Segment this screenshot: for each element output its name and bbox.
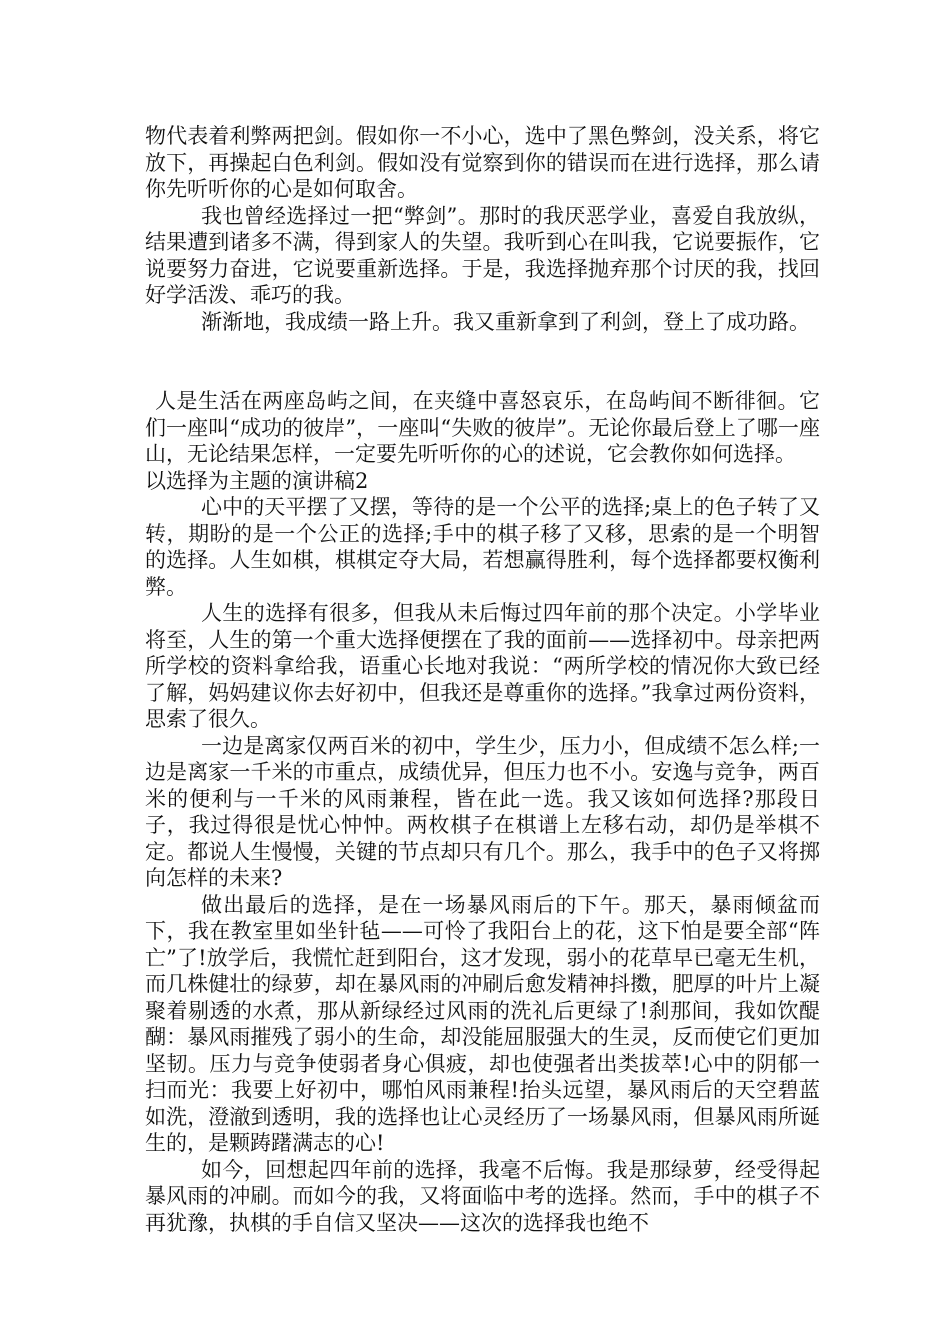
section-heading: 以选择为主题的演讲稿2 [145,468,369,493]
blank-line [145,335,820,388]
paragraph-4: 人是生活在两座岛屿之间，在夹缝中喜怒哀乐，在岛屿间不断徘徊。它们一座叫“成功的彼岸”，一座叫“失败的彼岸”。无论你最后登上了哪一座山，无论结果怎样，一定要先听听你的心的述说，它会教你如何选择。 [145,389,820,466]
paragraph-9: 如今，回想起四年前的选择，我毫不后悔。我是那绿萝，经受得起暴风雨的冲刷。而如今的我，又将面临中考的选择。然而，手中的棋子不再犹豫，执棋的手自信又坚决——这次的选择我也绝不 [145,1157,820,1235]
paragraph-7: 一边是离家仅两百米的初中，学生少，压力小，但成绩不怎么样;一边是离家一千米的市重点，成绩优异，但压力也不小。安逸与竞争，两百米的便利与一千米的风雨兼程，皆在此一选。我又该如何选择?那段日子，我过得很是忧心忡忡。两枚棋子在棋谱上左移右动，却仍是举棋不定。都说人生慢慢，关键的节点却只有几个。那么，我手中的色子又将掷向怎样的未来? [145,733,820,890]
paragraph-8: 做出最后的选择，是在一场暴风雨后的下午。那天，暴雨倾盆而下，我在教室里如坐针毡——可怜了我阳台上的花，这下怕是要全部“阵亡”了!放学后，我慌忙赶到阳台，这才发现，弱小的花草早已毫无生机，而几株健壮的绿萝，却在暴风雨的冲刷后愈发精神抖擞，肥厚的叶片上凝聚着剔透的水煮，那从新绿经过风雨的洗礼后更绿了!刹那间，我如饮醍醐：暴风雨摧残了弱小的生命，却没能屈服强大的生灵，反而使它们更加坚韧。压力与竞争使弱者身心俱疲，却也使强者出类拔萃!心中的阴郁一扫而光：我要上好初中，哪怕风雨兼程!抬头远望，暴风雨后的天空碧蓝如洗，澄澈到透明，我的选择也让心灵经历了一场暴风雨，但暴风雨所诞生的，是颗踌躇满志的心! [145,892,820,1155]
paragraph-2: 我也曾经选择过一把“弊剑”。那时的我厌恶学业，喜爱自我放纵，结果遭到诸多不满，得到家人的失望。我听到心在叫我，它说要振作，它说要努力奋进，它说要重新选择。于是，我选择抛弃那个讨厌的我，找回好学活泼、乖巧的我。 [145,203,820,307]
paragraph-3: 渐渐地，我成绩一路上升。我又重新拿到了利剑，登上了成功路。 [201,309,810,334]
paragraph-5: 心中的天平摆了又摆，等待的是一个公平的选择;桌上的色子转了又转，期盼的是一个公正的选择;手中的棋子移了又移，思索的是一个明智的选择。人生如棋，棋棋定夺大局，若想赢得胜利，每个选择都要权衡利弊。 [145,495,820,599]
paragraph-6: 人生的选择有很多，但我从未后悔过四年前的那个决定。小学毕业将至，人生的第一个重大选择便摆在了我的面前——选择初中。母亲把两所学校的资料拿给我，语重心长地对我说：“两所学校的情况你大致已经了解，妈妈建议你去好初中，但我还是尊重你的选择。”我拿过两份资料，思索了很久。 [145,601,820,731]
document-body [145,123,820,1236]
paragraph-1: 物代表着利弊两把剑。假如你一不小心，选中了黑色弊剑，没关系，将它放下，再操起白色利剑。假如没有觉察到你的错误而在进行选择，那么请你先听听你的心是如何取舍。 [145,124,820,201]
